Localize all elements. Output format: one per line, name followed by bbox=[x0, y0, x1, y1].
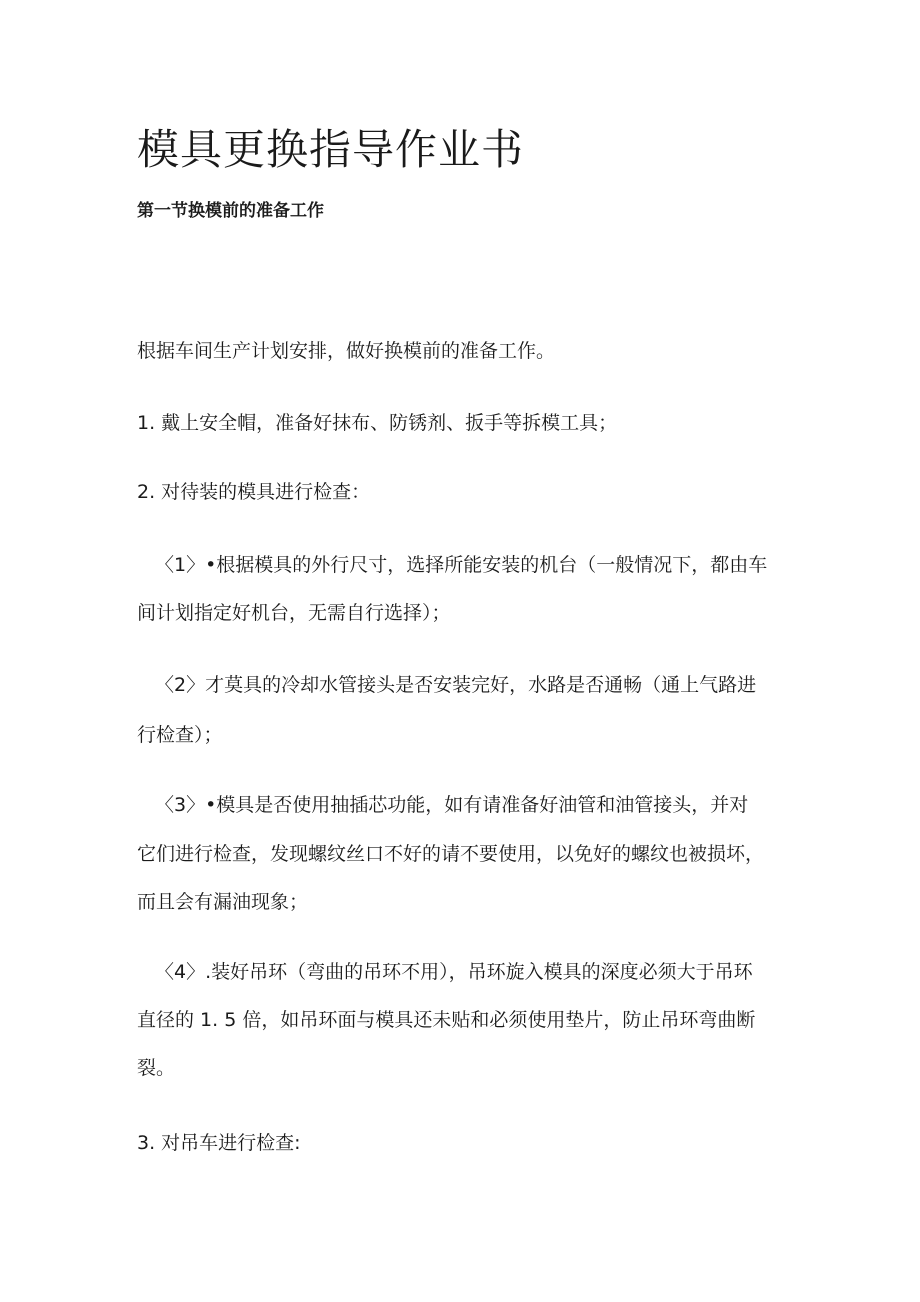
sub-item-2-line-1: 〈2〉才莫具的冷却水管接头是否安装完好，水路是否通畅（通上气路进 bbox=[155, 674, 757, 696]
list-item-2: 2. 对待装的模具进行检查： bbox=[137, 481, 371, 503]
sub-item-3-line-3: 而且会有漏油现象； bbox=[137, 891, 309, 913]
sub-item-4-line-2: 直径的 1. 5 倍，如吊环面与模具还未贴和必须使用垫片，防止吊环弯曲断 bbox=[137, 1009, 756, 1031]
sub-item-1-line-2: 间计划指定好机台，无需自行选择）； bbox=[137, 602, 451, 624]
sub-item-4-line-3: 裂。 bbox=[137, 1057, 176, 1079]
list-item-1: 1. 戴上安全帽，准备好抹布、防锈剂、扳手等拆模工具； bbox=[137, 412, 618, 434]
sub-item-3-line-2: 它们进行检查，发现螺纹丝口不好的请不要使用，以免好的螺纹也被损坏， bbox=[137, 843, 765, 865]
section-heading: 第一节换模前的准备工作 bbox=[137, 201, 324, 221]
sub-item-3-line-1: 〈3〉•模具是否使用抽插芯功能，如有请准备好油管和油管接头，并对 bbox=[155, 794, 749, 816]
list-item-3: 3. 对吊车进行检查: bbox=[137, 1132, 301, 1154]
sub-item-2-line-2: 行检查）； bbox=[137, 724, 223, 746]
intro-paragraph: 根据车间生产计划安排，做好换模前的准备工作。 bbox=[137, 340, 556, 362]
sub-item-4-line-1: 〈4〉.装好吊环（弯曲的吊环不用），吊环旋入模具的深度必须大于吊环 bbox=[155, 961, 753, 983]
document-title: 模具更换指导作业书 bbox=[137, 125, 525, 174]
sub-item-1-line-1: 〈1〉•根据模具的外行尺寸，选择所能安装的机台（一般情况下，都由车 bbox=[155, 554, 768, 576]
